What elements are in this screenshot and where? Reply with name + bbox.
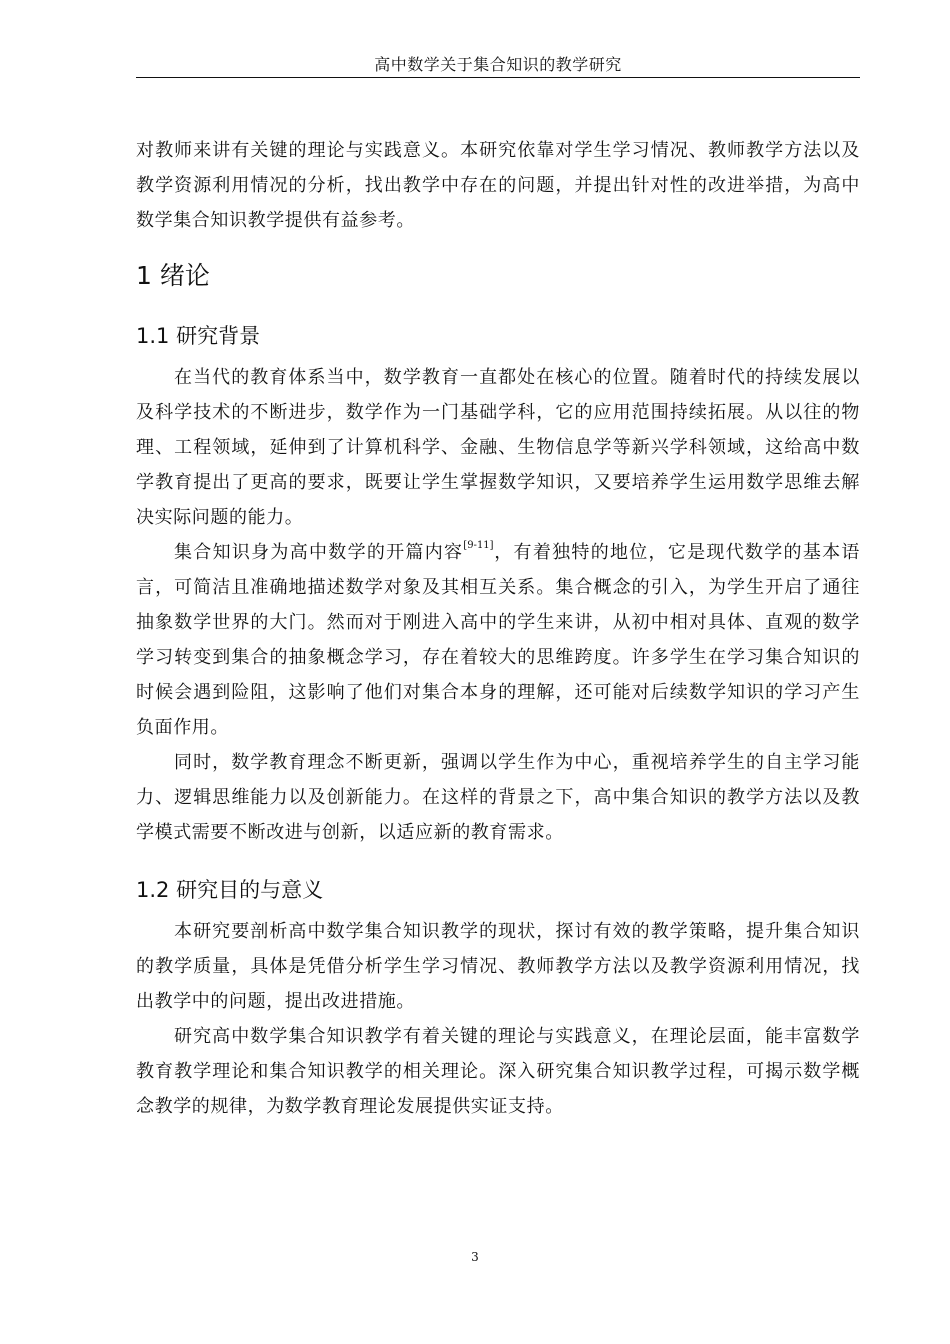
background-paragraph-1: 在当代的教育体系当中，数学教育一直都处在核心的位置。随着时代的持续发展以及科学技术的不断进步，数学作为一门基础学科，它的应用范围持续拓展。从以往的物理、工程领域，延伸到了计算机科学、金融、生物信息学等新兴学科领域，这给高中数学教育提出了更高的要求，既要让学生掌握数学知识，又要培养学生运用数学思维去解决实际问题的能力。 [136, 367, 860, 528]
page-number: 3 [471, 1250, 479, 1264]
section-heading-1: 1 绪论 [136, 261, 210, 290]
citation-9-11[interactable]: [9-11] [463, 540, 494, 551]
purpose-paragraph-1: 本研究要剖析高中数学集合知识教学的现状，探讨有效的教学策略，提升集合知识的教学质量，具体是凭借分析学生学习情况、教师教学方法以及教学资源利用情况，找出教学中的问题，提出改进措施。 [136, 921, 860, 1012]
purpose-paragraph-2: 研究高中数学集合知识教学有着关键的理论与实践意义，在理论层面，能丰富数学教育教学理论和集合知识教学的相关理论。深入研究集合知识教学过程，可揭示数学概念教学的规律，为数学教育理论发展提供实证支持。 [136, 1026, 860, 1117]
header-rule [136, 77, 860, 78]
section-heading-1-1: 1.1 研究背景 [136, 324, 261, 348]
background-paragraph-2-start: 集合知识身为高中数学的开篇内容 [174, 542, 464, 563]
running-header: 高中数学关于集合知识的教学研究 [374, 55, 622, 74]
intro-paragraph: 对教师来讲有关键的理论与实践意义。本研究依靠对学生学习情况、教师教学方法以及教学资源利用情况的分析，找出教学中存在的问题，并提出针对性的改进举措，为高中数学集合知识教学提供有益参考。 [136, 140, 860, 231]
background-paragraph-2 [136, 535, 860, 745]
section-heading-1-2: 1.2 研究目的与意义 [136, 878, 324, 902]
background-paragraph-3: 同时，数学教育理念不断更新，强调以学生作为中心，重视培养学生的自主学习能力、逻辑思维能力以及创新能力。在这样的背景之下，高中集合知识的教学方法以及教学模式需要不断改进与创新，以适应新的教育需求。 [136, 752, 860, 843]
body-content [136, 133, 860, 1124]
background-paragraph-2-rest: ，有着独特的地位，它是现代数学的基本语言，可简洁且准确地描述数学对象及其相互关系。集合概念的引入，为学生开启了通往抽象数学世界的大门。然而对于刚进入高中的学生来讲，从初中相对具体、直观的数学学习转变到集合的抽象概念学习，存在着较大的思维跨度。许多学生在学习集合知识的时候会遇到险阻，这影响了他们对集合本身的理解，还可能对后续数学知识的学习产生负面作用。 [136, 542, 861, 738]
